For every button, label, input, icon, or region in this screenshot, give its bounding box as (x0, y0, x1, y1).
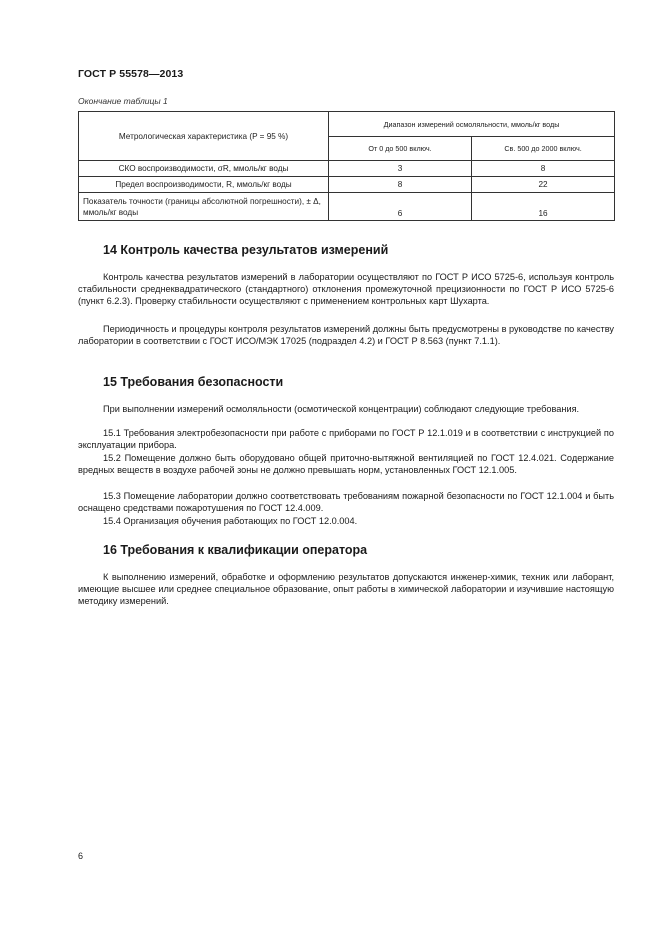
section-15-title: 15 Требования безопасности (103, 375, 284, 389)
table-row (79, 177, 615, 193)
table-cell-value: 6 (329, 193, 472, 221)
table-cell-label: СКО воспроизводимости, σR, ммоль/кг воды (79, 161, 329, 177)
section-14-title: 14 Контроль качества результатов измерений (103, 243, 389, 257)
table-cell-value: 8 (472, 161, 615, 177)
table-row (79, 193, 615, 221)
page-number: 6 (78, 851, 84, 861)
table-cell-value: 16 (472, 193, 615, 221)
table-caption: Окончание таблицы 1 (78, 96, 168, 106)
table-header-characteristic: Метрологическая характеристика (P = 95 %) (79, 112, 329, 161)
section-16-title: 16 Требования к квалификации оператора (103, 543, 368, 557)
section-14-paragraph: Периодичность и процедуры контроля результатов измерений должны быть предусмотрены в руководстве по качеству лаборатории в соответствии с ГОСТ ИСО/МЭК 17025 (подраздел 4.2) и ГОСТ Р 8.563 (пункт 7.1.1). (78, 324, 614, 347)
table-header-range: Диапазон измерений осмоляльности, ммоль/кг воды (329, 112, 615, 137)
document-header: ГОСТ Р 55578—2013 (78, 68, 184, 80)
table-cell-label: Предел воспроизводимости, R, ммоль/кг воды (79, 177, 329, 193)
section-15-paragraph: 15.3 Помещение лаборатории должно соответствовать требованиям пожарной безопасности по ГОСТ 12.1.004 и быть оснащено средствами пожаротушения по ГОСТ 12.4.009. (78, 491, 614, 514)
metrology-table (78, 111, 615, 221)
table-cell-value: 8 (329, 177, 472, 193)
section-15-paragraph: 15.1 Требования электробезопасности при работе с приборами по ГОСТ Р 12.1.019 и в соответствии с инструкцией по эксплуатации прибора. (78, 428, 614, 451)
table-row (79, 161, 615, 177)
table-header-range-low: От 0 до 500 включ. (329, 137, 472, 161)
section-14-paragraph: Контроль качества результатов измерений в лаборатории осуществляют по ГОСТ Р ИСО 5725-6, используя контроль стабильности среднеквадратического (стандартного) отклонения промежуточной прецизионности по ГОСТ Р ИСО 5725-6 (пункт 6.2.3). Проверку стабильности осуществляют с применением контрольных карт Шухарта. (78, 272, 614, 307)
section-15-paragraph: 15.4 Организация обучения работающих по ГОСТ 12.0.004. (103, 516, 358, 526)
section-15-paragraph: 15.2 Помещение должно быть оборудовано общей приточно-вытяжной вентиляцией по ГОСТ 12.4.021. Содержание вредных веществ в воздухе рабочей зоны не должно превышать норм, установленных ГОСТ 12.1.005. (78, 453, 614, 476)
section-16-paragraph: К выполнению измерений, обработке и оформлению результатов допускаются инженер-химик, техник или лаборант, имеющие высшее или среднее специальное образование, опыт работы в химической лаборатории и изучившие настоящую методику измерений. (78, 572, 614, 607)
table-cell-value: 22 (472, 177, 615, 193)
table-cell-label: Показатель точности (границы абсолютной погрешности), ± Δ, ммоль/кг воды (79, 193, 329, 221)
table-header-range-high: Св. 500 до 2000 включ. (472, 137, 615, 161)
table-cell-value: 3 (329, 161, 472, 177)
section-15-paragraph: При выполнении измерений осмоляльности (осмотической концентрации) соблюдают следующие требования. (103, 404, 580, 414)
